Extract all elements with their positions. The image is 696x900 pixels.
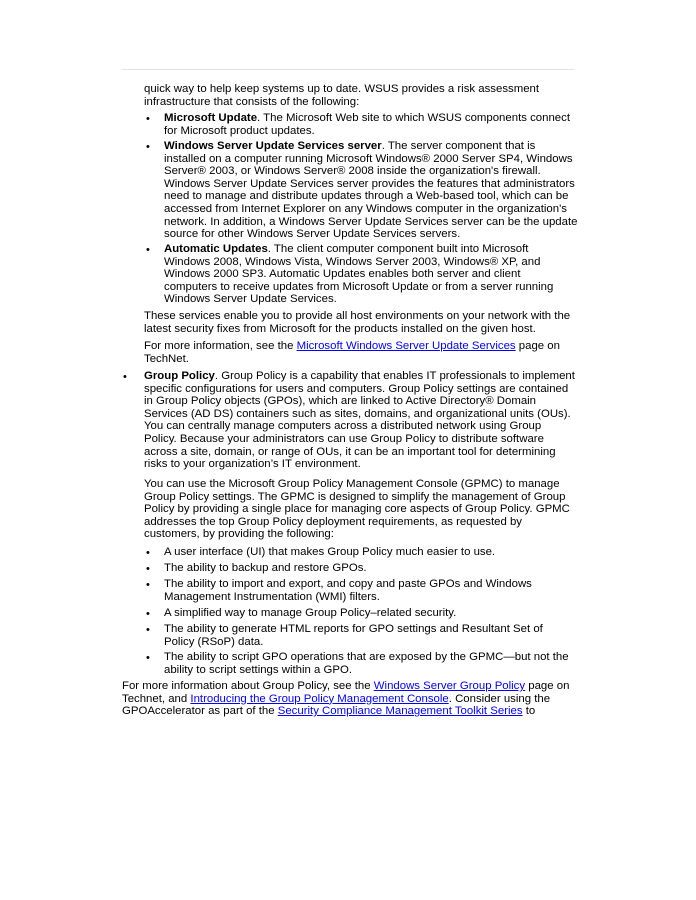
list-item: The ability to backup and restore GPOs. bbox=[164, 562, 367, 574]
list-item bbox=[164, 112, 576, 137]
item-text: . The server component that is installed on a computer running Microsoft Windows® 2000 Server SP4, Windows Server® 2003, or Windows Server® 2008 inside the organization's firewall. Windows Server Update Services server provides the features that administrators need to manage and distribute updates through a Web-based tool, which can be accessed from Internet Explorer on any Windows computer in the organization's network. In addition, a Windows Server Update Services server can be the update source for other Windows Server Update Services servers. bbox=[164, 140, 578, 241]
text-span: For more information about Group Policy, see the bbox=[122, 680, 374, 692]
group-policy-link[interactable]: Windows Server Group Policy bbox=[373, 680, 526, 692]
bullet-icon: • bbox=[146, 624, 150, 636]
bullet-icon: • bbox=[146, 113, 150, 125]
list-item bbox=[164, 243, 576, 306]
bullet-icon: • bbox=[146, 608, 150, 620]
text-span: For more information, see the bbox=[144, 340, 297, 352]
bullet-icon: • bbox=[146, 579, 150, 591]
item-text: . The Microsoft Web site to which WSUS components connect for Microsoft product updates. bbox=[164, 112, 570, 137]
item-text: . The client computer component built into Microsoft Windows 2008, Windows Vista, Windows Server 2003, Windows® XP, and Windows 2000 SP3. Automatic Updates enables both server and client computers to receive updates from Microsoft Update or from a server running Windows Server Update Services. bbox=[164, 243, 554, 306]
bullet-icon: • bbox=[146, 547, 150, 559]
text-span: to bbox=[522, 705, 536, 718]
item-title: Windows Server Update Services server bbox=[164, 140, 382, 152]
list-item bbox=[164, 140, 578, 241]
bullet-icon: • bbox=[123, 371, 127, 383]
services-paragraph: These services enable you to provide all host environments on your network with the latest security fixes from Microsoft for the products installed on the given host. bbox=[144, 310, 571, 335]
toolkit-link[interactable]: Security Compliance Management Toolkit Series bbox=[277, 705, 523, 718]
item-text: . Group Policy is a capability that enables IT professionals to implement specific configurations for users and computers. Group Policy settings are contained in Group Policy objects (GPOs), which are linked to Active Directory® Domain Services (AD DS) containers such as sites, domains, and organizational units (OUs). You can centrally manage computers across a distributed network using Group Policy. Because your administrators can use Group Policy to distribute software across a site, domain, or range of OUs, it can be an important tool for determining risks to your organization’s IT environment. bbox=[144, 370, 575, 471]
wsus-more-paragraph bbox=[144, 340, 578, 365]
list-item: The ability to import and export, and copy and paste GPOs and Windows Management Instrumentation (WMI) filters. bbox=[164, 578, 532, 603]
text-span: page on Technet, and bbox=[122, 680, 570, 705]
item-title: Group Policy bbox=[144, 370, 215, 382]
list-item: A simplified way to manage Group Policy–related security. bbox=[164, 607, 457, 619]
bullet-icon: • bbox=[146, 244, 150, 256]
group-policy-item bbox=[144, 370, 576, 471]
list-item: The ability to script GPO operations that are exposed by the GPMC—but not the ability to script settings within a GPO. bbox=[164, 651, 569, 676]
intro-paragraph: quick way to help keep systems up to date. WSUS provides a risk assessment infrastructure that consists of the following: bbox=[144, 83, 540, 108]
bullet-icon: • bbox=[146, 652, 150, 664]
bullet-icon: • bbox=[146, 563, 150, 575]
gpmc-intro-link[interactable]: Introducing the Group Policy Management Console bbox=[190, 692, 449, 705]
bullet-icon: • bbox=[146, 141, 150, 153]
list-item: A user interface (UI) that makes Group Policy much easier to use. bbox=[164, 546, 496, 558]
header-rule bbox=[122, 69, 574, 70]
final-paragraph bbox=[122, 680, 578, 718]
list-item: The ability to generate HTML reports for GPO settings and Resultant Set of Policy (RSoP) data. bbox=[164, 623, 543, 648]
text-span: . Consider using the GPOAccelerator as part of the bbox=[122, 692, 551, 718]
gpmc-paragraph: You can use the Microsoft Group Policy Management Console (GPMC) to manage Group Policy settings. The GPMC is designed to simplify the management of Group Policy by providing a single place for managing core aspects of Group Policy. GPMC addresses the top Group Policy deployment requirements, as requested by customers, by providing the following: bbox=[144, 478, 570, 541]
text-span: page on TechNet. bbox=[144, 340, 560, 365]
item-title: Microsoft Update bbox=[164, 112, 258, 124]
item-title: Automatic Updates bbox=[164, 243, 268, 255]
wsus-link[interactable]: Microsoft Windows Server Update Services bbox=[296, 340, 516, 352]
